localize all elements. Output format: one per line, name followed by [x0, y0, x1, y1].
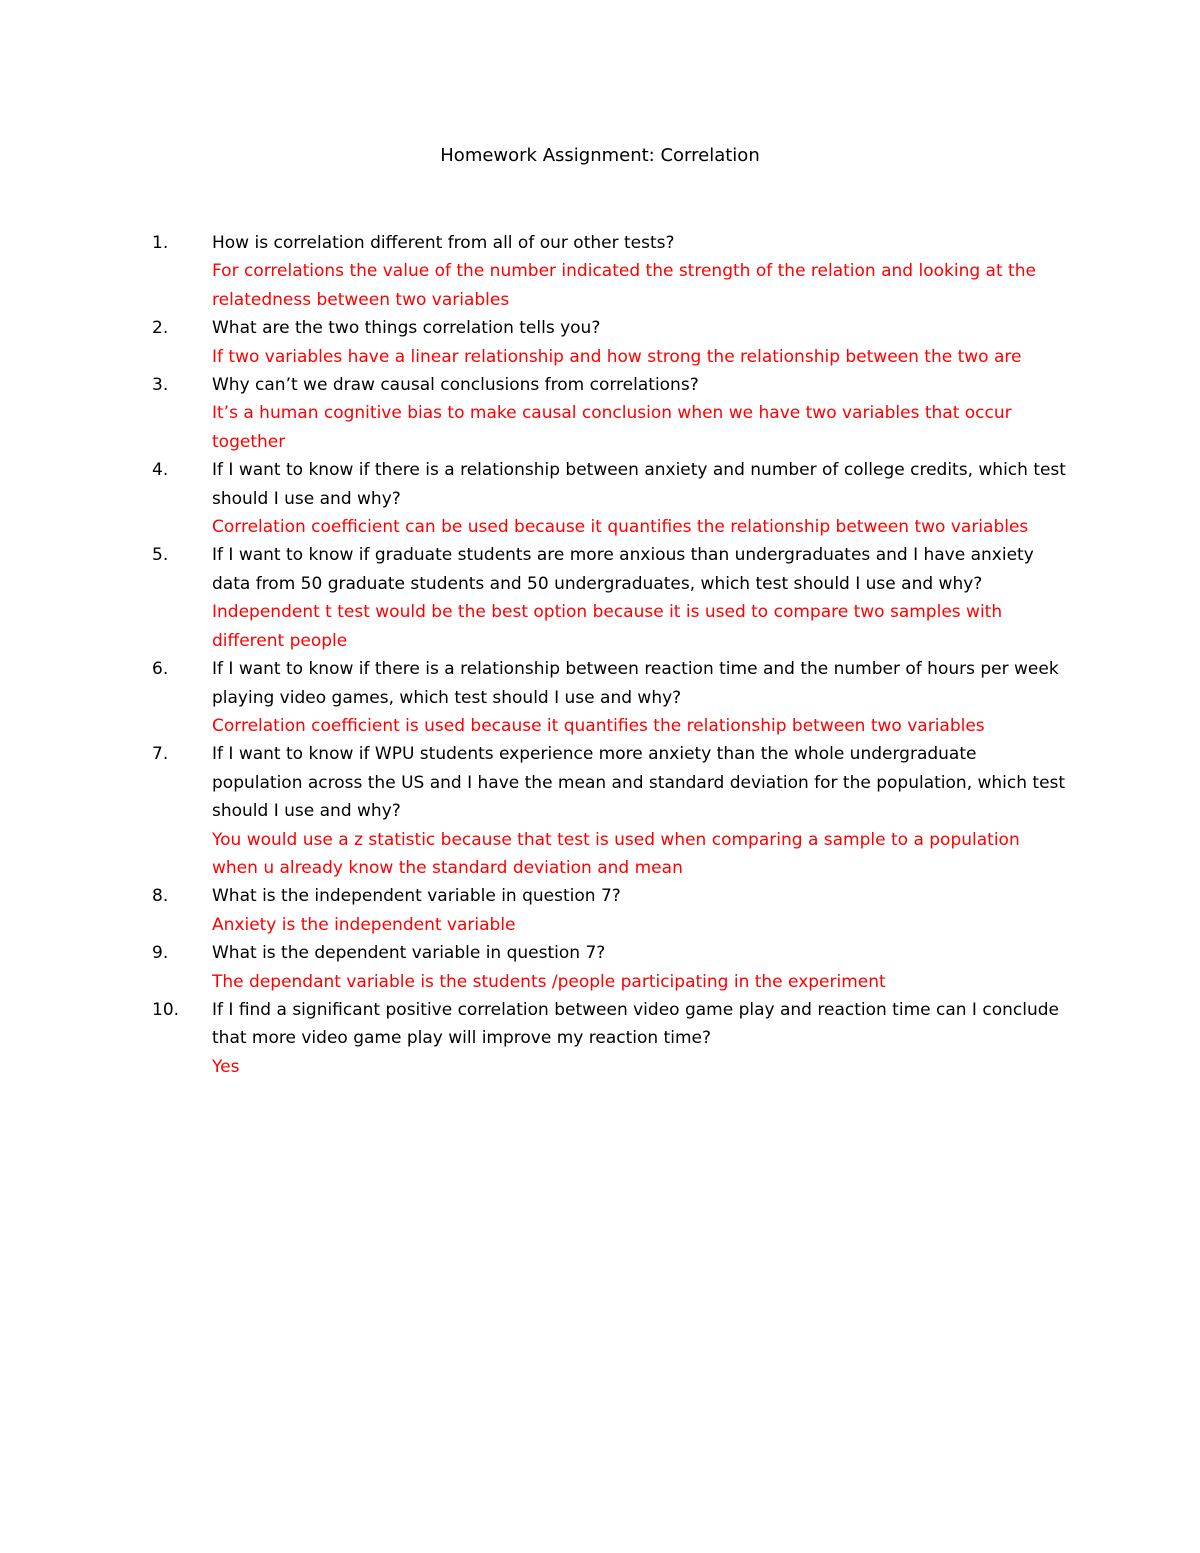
answer-text: If two variables have a linear relationship and how strong the relationship between the two are [212, 346, 1022, 367]
answer-text: You would use a z statistic because that test is used when comparing a sample to a population when u already know the standard deviation and mean [212, 829, 1020, 878]
question-text: What is the independent variable in question 7? [212, 886, 621, 907]
question-item [0, 541, 1200, 655]
answer-text: Correlation coefficient can be used because it quantifies the relationship between two variables [212, 517, 1029, 538]
question-list [0, 229, 1200, 1081]
question-number: 5. [152, 545, 169, 566]
question-number: 2. [152, 318, 169, 339]
question-item [0, 882, 1200, 939]
question-text: What are the two things correlation tells you? [212, 318, 601, 339]
answer-text: Independent t test would be the best option because it is used to compare two samples with different people [212, 602, 1003, 651]
answer-text: Anxiety is the independent variable [212, 914, 516, 935]
question-number: 10. [152, 999, 180, 1020]
question-number: 6. [152, 659, 169, 680]
question-item [0, 314, 1200, 371]
question-text: If I want to know if WPU students experience more anxiety than the whole undergraduate population across the US and I have the mean and standard deviation for the population, which test should I use and why? [212, 744, 1066, 822]
answer-text: It’s a human cognitive bias to make causal conclusion when we have two variables that occur together [212, 403, 1012, 452]
answer-text: Yes [212, 1056, 240, 1077]
answer-text: Correlation coefficient is used because it quantifies the relationship between two variables [212, 715, 985, 736]
question-number: 7. [152, 744, 169, 765]
question-number: 9. [152, 943, 169, 964]
question-text: If I find a significant positive correlation between video game play and reaction time can I conclude that more video game play will improve my reaction time? [212, 999, 1059, 1049]
question-number: 4. [152, 460, 169, 481]
question-item [0, 939, 1200, 996]
question-text: If I want to know if there is a relationship between anxiety and number of college credits, which test should I use and why? [212, 460, 1066, 509]
answer-text: For correlations the value of the number indicated the strength of the relation and looking at the relatedness between two variables [212, 261, 1036, 310]
question-text: What is the dependent variable in question 7? [212, 943, 606, 964]
question-number: 3. [152, 375, 169, 396]
question-text: How is correlation different from all of our other tests? [212, 233, 675, 253]
question-item [0, 371, 1200, 456]
question-item [0, 740, 1200, 882]
question-item [0, 229, 1200, 314]
question-text: If I want to know if graduate students are more anxious than undergraduates and I have anxiety data from 50 graduate students and 50 undergraduates, which test should I use and why? [212, 545, 1034, 594]
document-title: Homework Assignment: Correlation [440, 145, 760, 166]
question-item [0, 456, 1200, 541]
question-text: If I want to know if there is a relationship between reaction time and the number of hours per week playing video games, which test should I use and why? [212, 659, 1059, 708]
question-item [0, 996, 1200, 1081]
answer-text: The dependant variable is the students /people participating in the experiment [212, 971, 886, 992]
question-number: 8. [152, 886, 169, 907]
question-item [0, 655, 1200, 740]
question-text: Why can’t we draw causal conclusions from correlations? [212, 375, 699, 396]
question-number: 1. [152, 233, 169, 253]
